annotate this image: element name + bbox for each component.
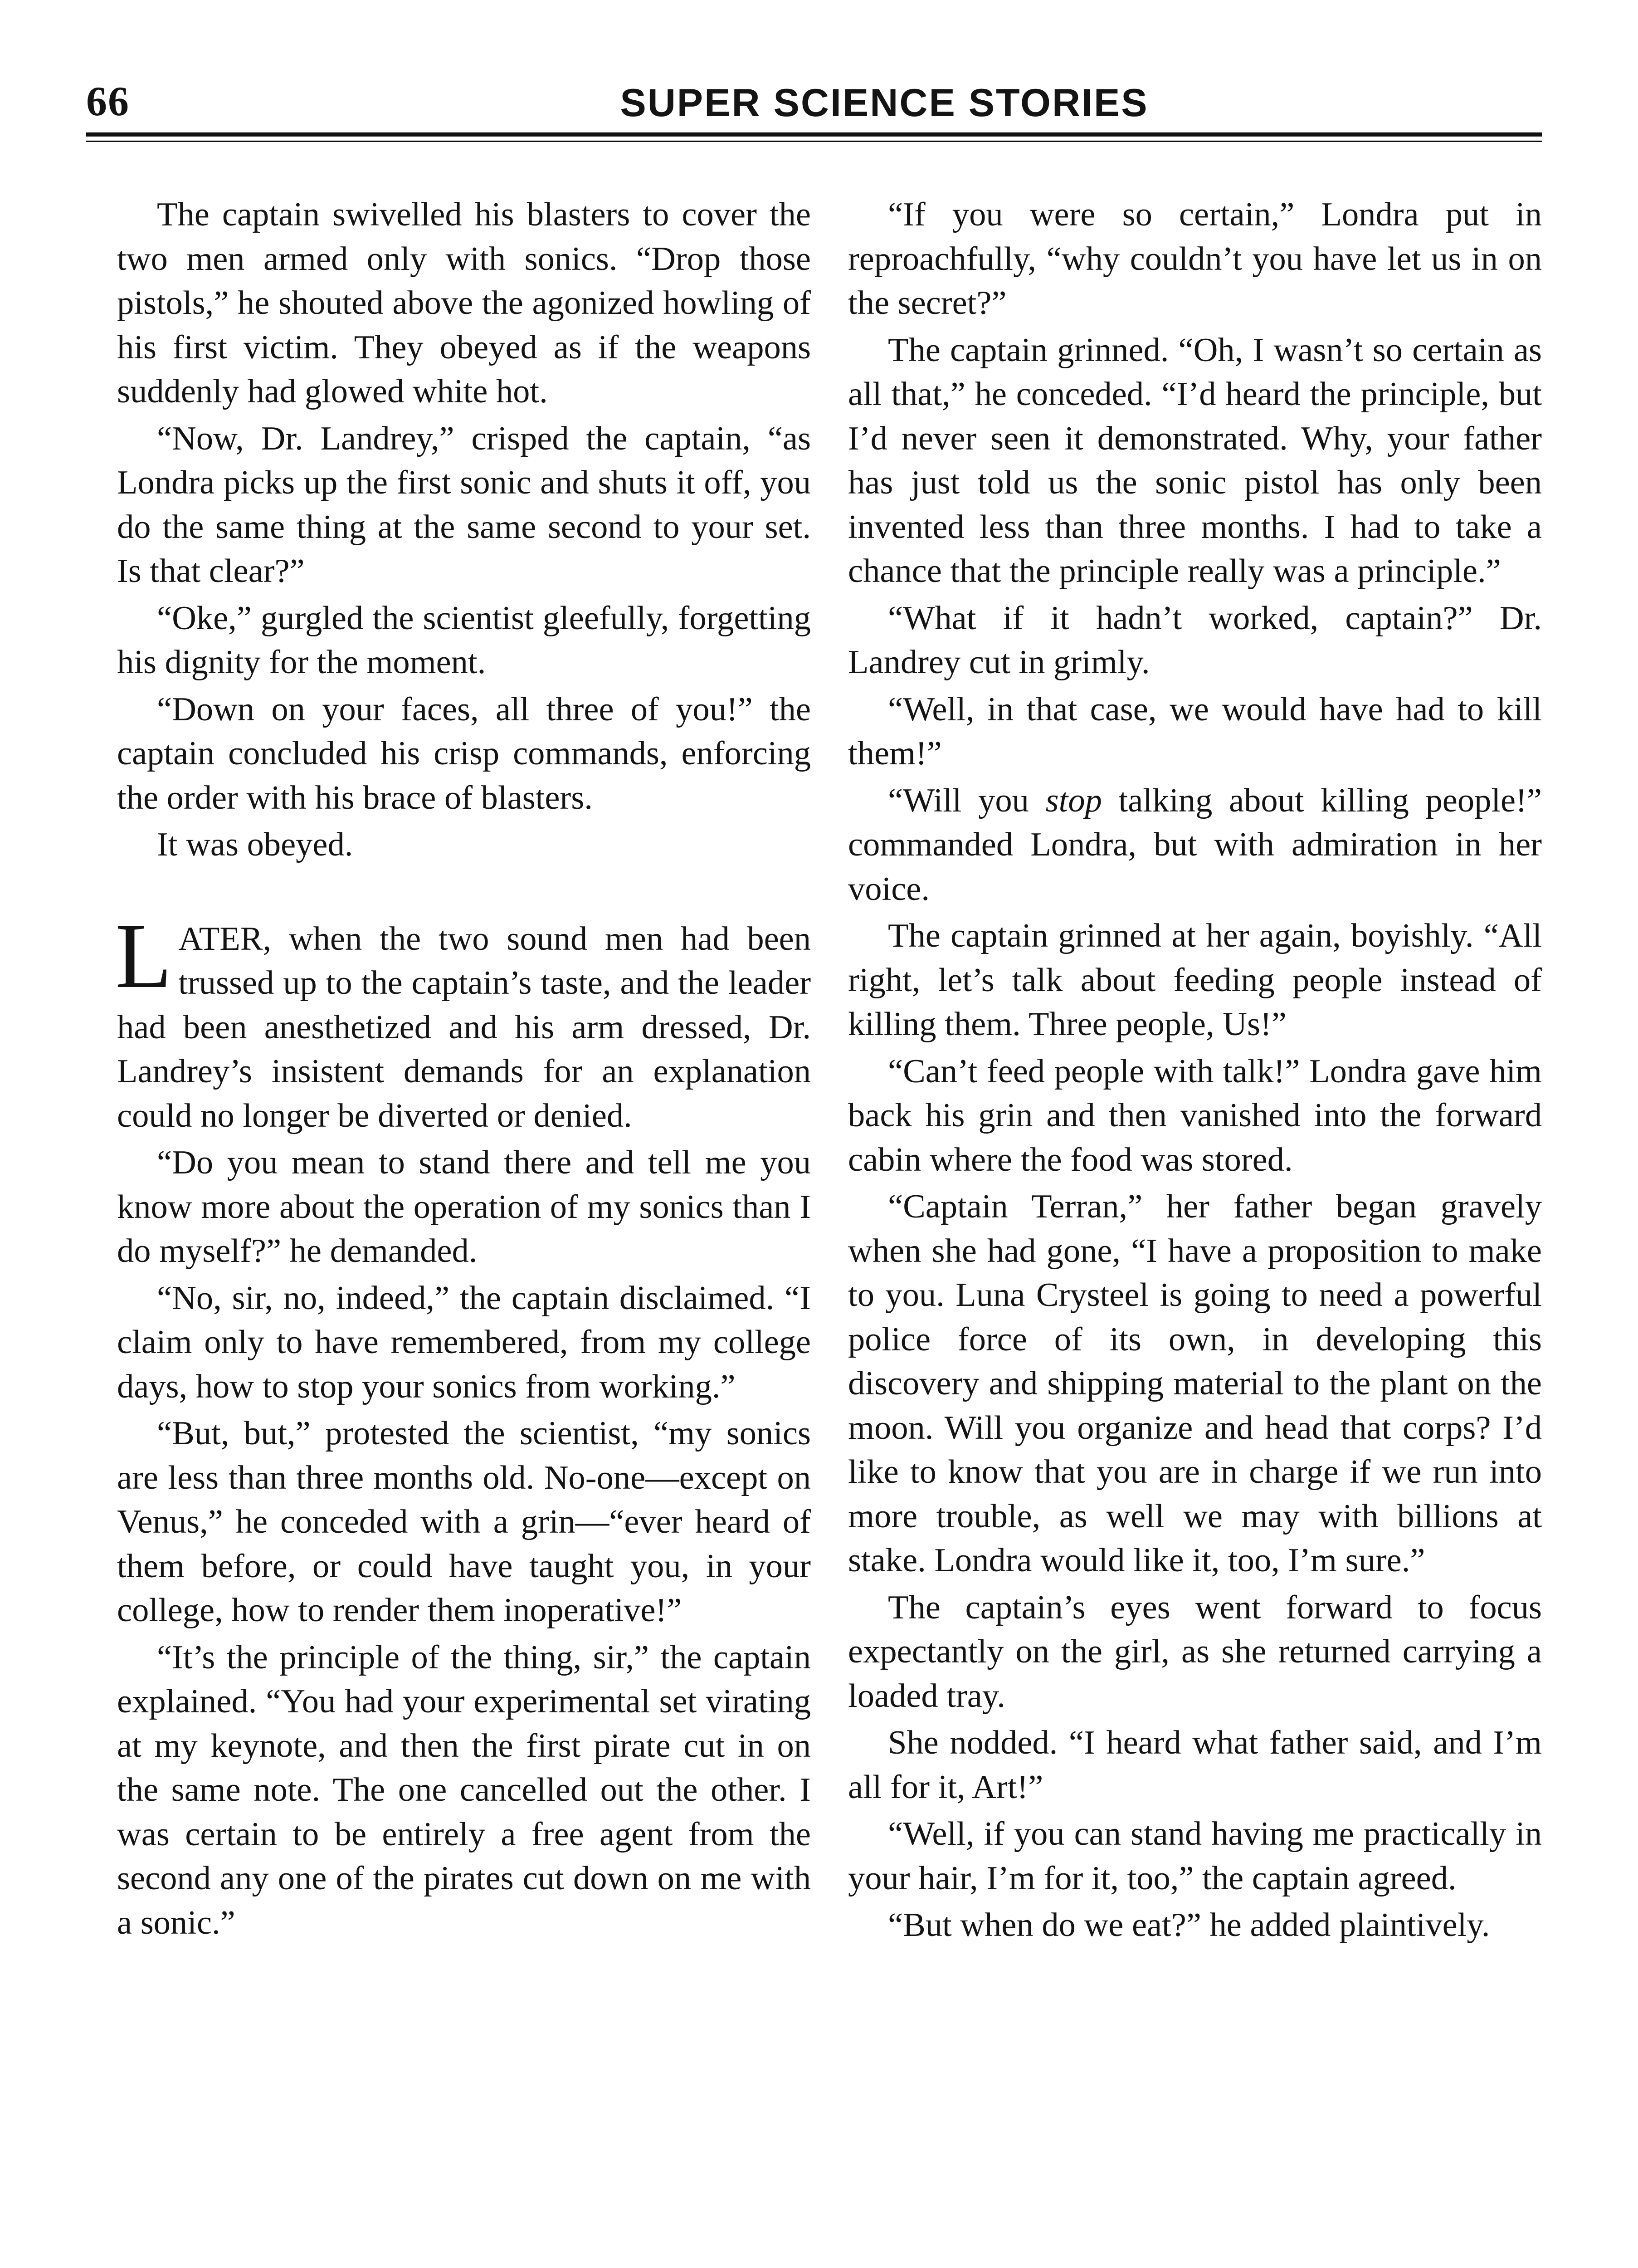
running-head: SUPER SCIENCE STORIES xyxy=(620,81,1149,125)
paragraph: “Well, in that case, we would have had to kill them!” xyxy=(848,690,1542,772)
paragraph: She nodded. “I heard what father said, and I’m all for it, Art!” xyxy=(848,1724,1542,1806)
paragraph: “Captain Terran,” her father began gravely when she had gone, “I have a proposition to make to you. Luna Crysteel is going to need a powerful police force of its own, in developing this discovery and shipping material to the plant on the moon. Will you organize and head that corps? I’d like to know that you are in charge if we run into more trouble, as well we may with billions at stake. Londra would like it, too, I’m sure.” xyxy=(848,1188,1542,1579)
paragraph: “What if it hadn’t worked, captain?” Dr. Landrey cut in grimly. xyxy=(848,599,1542,681)
paragraph: “Do you mean to stand there and tell me you know more about the operation of my sonics than I do myself?” he demanded. xyxy=(117,1144,811,1270)
section-opening-text: ATER, when the two sound men had been trussed up to the captain’s taste, and the leader had been anesthetized and his arm dressed, Dr. Landrey’s insistent demands for an explanation could no longer be diverted or denied. xyxy=(117,920,811,1134)
section-opening-paragraph xyxy=(115,904,811,1139)
emphasis: stop xyxy=(1045,782,1102,819)
paragraph: “Oke,” gurgled the scientist gleefully, forgetting his dignity for the moment. xyxy=(117,599,811,681)
text-run: talking about killing people!” commanded Londra, but with admiration in her voice. xyxy=(848,782,1542,908)
header-rule-thin xyxy=(86,141,1542,142)
paragraph: It was obeyed. xyxy=(157,826,353,863)
paragraph: The captain swivelled his blasters to cover the two men armed only with sonics. “Drop those pistols,” he shouted above the agonized howling of his first victim. They obeyed as if the weapons suddenly had glowed white hot. xyxy=(117,196,811,410)
page-number: 66 xyxy=(86,78,130,124)
paragraph: “But when do we eat?” he added plaintively. xyxy=(888,1906,1490,1944)
paragraph: “It’s the principle of the thing, sir,” the captain explained. “You had your experimental set virating at my keynote, and then the first pirate cut in on the same note. The one cancelled out the other. I was certain to be entirely a free agent from the second any one of the pirates cut down on me with a sonic.” xyxy=(117,1638,811,1941)
paragraph: “But, but,” protested the scientist, “my sonics are less than three months old. No-one—except on Venus,” he conceded with a grin—“ever heard of them before, or could have taught you, in your college, how to render them inoperative!” xyxy=(117,1415,811,1629)
text-run: “Will you xyxy=(888,782,1046,819)
paragraph: “If you were so certain,” Londra put in reproachfully, “why couldn’t you have let us in on the secret?” xyxy=(848,196,1542,322)
left-column xyxy=(117,193,811,1945)
paragraph: “Well, if you can stand having me practically in your hair, I’m for it, too,” the captain agreed. xyxy=(848,1815,1542,1897)
paragraph: “Down on your faces, all three of you!” the captain concluded his crisp commands, enforcing the order with his brace of blasters. xyxy=(117,690,811,816)
header-rule-thick xyxy=(86,132,1542,137)
paragraph-with-emphasis xyxy=(848,779,1542,912)
paragraph: The captain grinned. “Oh, I wasn’t so certain as all that,” he conceded. “I’d heard the principle, but I’d never seen it demonstrated. Why, your father has just told us the sonic pistol has only been invented less than three months. I had to take a chance that the principle really was a principle.” xyxy=(848,331,1542,590)
paragraph: The captain grinned at her again, boyishly. “All right, let’s talk about feeding people instead of killing them. Three people, Us!” xyxy=(848,917,1542,1043)
paragraph: “Can’t feed people with talk!” Londra gave him back his grin and then vanished into the forward cabin where the food was stored. xyxy=(848,1052,1542,1178)
paragraph: “Now, Dr. Landrey,” crisped the captain, “as Londra picks up the first sonic and shuts it off, you do the same thing at the same second to your set. Is that clear?” xyxy=(117,420,811,590)
right-column xyxy=(848,193,1542,1948)
paragraph: “No, sir, no, indeed,” the captain disclaimed. “I claim only to have remembered, from my college days, how to stop your sonics from working.” xyxy=(117,1279,811,1405)
drop-cap: L xyxy=(115,904,172,1007)
paragraph: The captain’s eyes went forward to focus expectantly on the girl, as she returned carrying a loaded tray. xyxy=(848,1589,1542,1715)
